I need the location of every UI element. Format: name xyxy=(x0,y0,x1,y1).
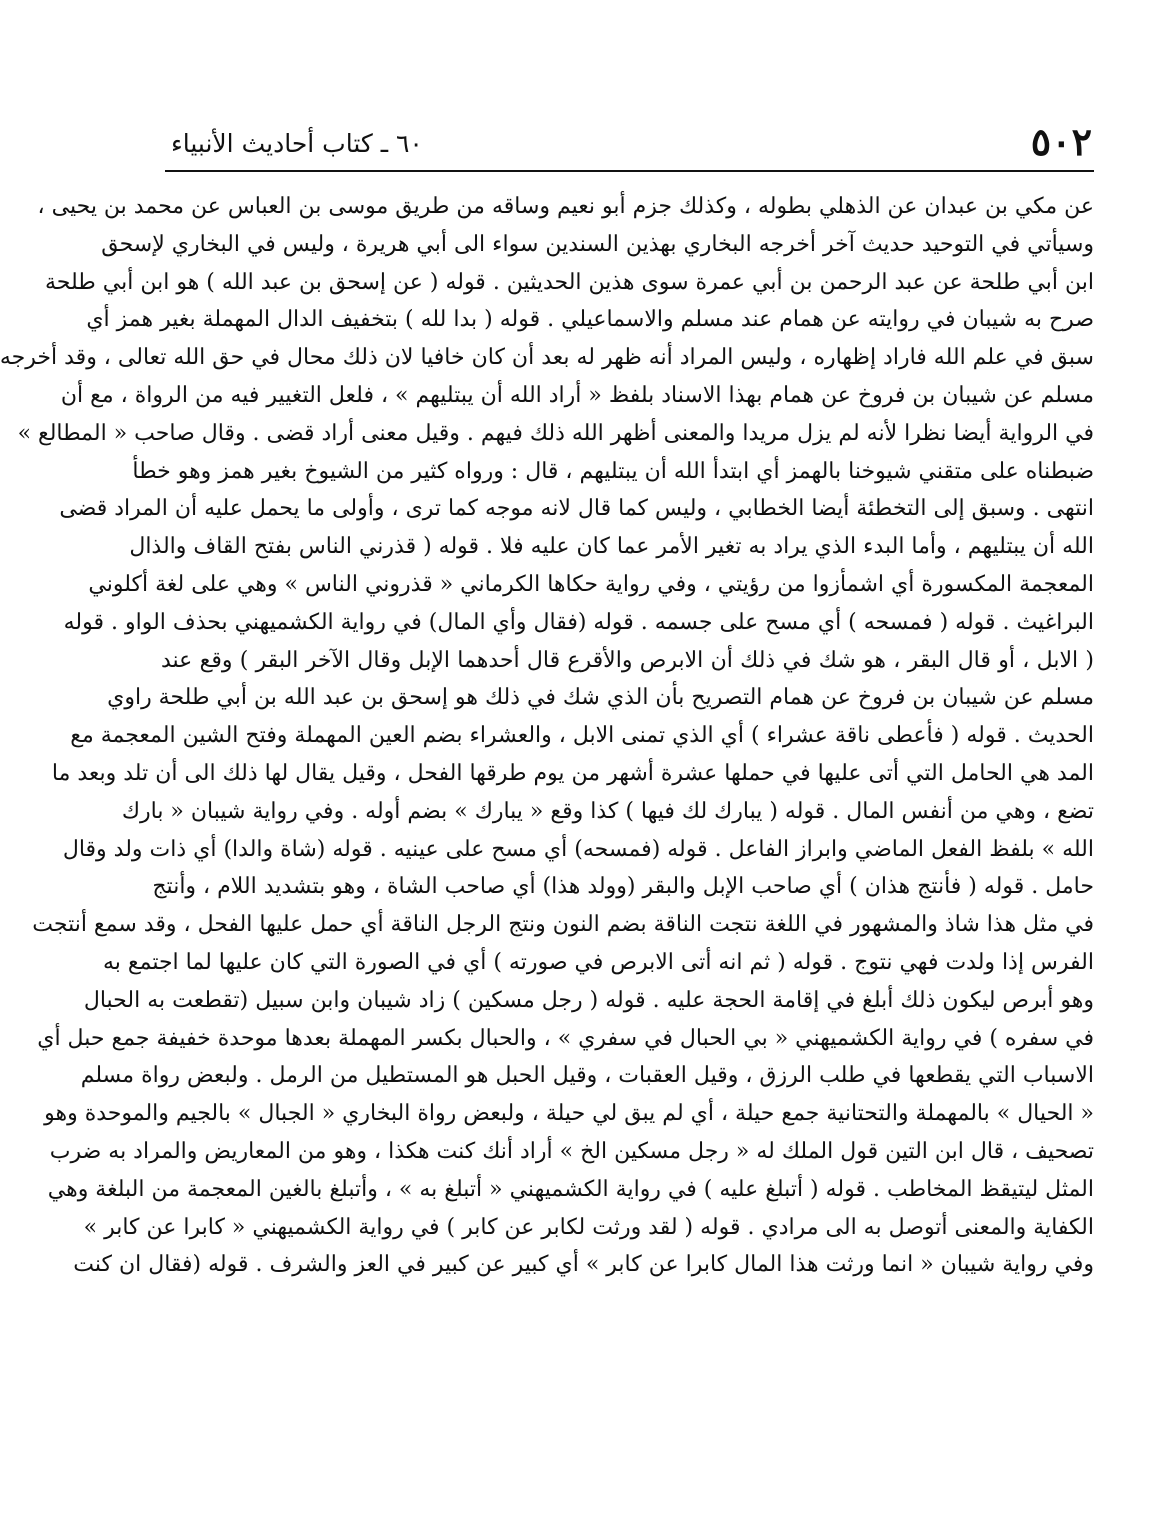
text-line: « الحيال » بالمهملة والتحتانية جمع حيلة ، أي لم يبق لي حيلة ، ولبعض رواة البخاري « الجبال » بالجيم والموحدة وهو xyxy=(44,1101,1094,1127)
text-line: الحديث . قوله ( فأعطى ناقة عشراء ) أي الذي تمنى الابل ، والعشراء بضم العين المهملة وفتح الشين المعجمة مع xyxy=(70,723,1094,749)
text-line: ضبطناه على متقني شيوخنا بالهمز أي ابتدأ الله أن يبتليهم ، قال : ورواه كثير من الشيوخ بغير همز وهو خطأ xyxy=(132,458,1094,484)
commentary-text xyxy=(0,188,1094,1284)
running-title: ٦٠ ـ كتاب أحاديث الأنبياء xyxy=(171,129,423,158)
text-line: المعجمة المكسورة أي اشمأزوا من رؤيتي ، وفي رواية حكاها الكرماني « قذروني الناس » وهي على لغة أكلوني xyxy=(88,571,1094,597)
text-line: مسلم عن شيبان بن فروخ عن همام التصريح بأن الذي شك في ذلك هو إسحق بن عبد الله بن أبي طلحة راوي xyxy=(107,685,1094,711)
text-line: المد هي الحامل التي أتى عليها في حملها عشرة أشهر من يوم طرقها الفحل ، وقيل يقال لها ذلك الى أن تلد وبعد ما xyxy=(51,760,1094,786)
header-divider xyxy=(165,170,1094,172)
text-line: ابن أبي طلحة عن عبد الرحمن بن أبي عمرة سوى هذين الحديثين . قوله ( عن إسحق بن عبد الله ) هو ابن أبي طلحة xyxy=(45,269,1094,295)
page-number: ٥٠٢ xyxy=(1030,119,1092,164)
text-line: البراغيث . قوله ( فمسحه ) أي مسح على جسمه . قوله (فقال وأي المال) في رواية الكشميهني بحذف الواو . قوله xyxy=(63,609,1094,635)
text-line: وسيأتي في التوحيد حديث آخر أخرجه البخاري بهذين السندين سواء الى أبي هريرة ، وليس في البخاري لإسحق xyxy=(101,231,1094,257)
text-line: في سفره ) في رواية الكشميهني « بي الحبال في سفري » ، والحبال بكسر المهملة بعدها موحدة خفيفة جمع حبل أي xyxy=(37,1025,1094,1051)
text-line: المثل ليتيقظ المخاطب . قوله ( أتبلغ عليه ) في رواية الكشميهني « أتبلغ به » ، وأتبلغ بالغين المعجمة من البلغة وهي xyxy=(47,1176,1094,1202)
text-line: انتهى . وسبق إلى التخطئة أيضا الخطابي ، وليس كما قال لانه موجه كما ترى ، وأولى ما يحمل عليه أن المراد قضى xyxy=(59,496,1094,522)
text-line: تضع ، وهي من أنفس المال . قوله ( يبارك لك فيها ) كذا وقع « يبارك » بضم أوله . وفي رواية شيبان « بارك xyxy=(121,798,1094,824)
text-line: الاسباب التي يقطعها في طلب الرزق ، وقيل العقبات ، وقيل الحبل هو المستطيل من الرمل . ولبعض رواة مسلم xyxy=(80,1063,1094,1089)
text-line: مسلم عن شيبان بن فروخ عن همام بهذا الاسناد بلفظ « أراد الله أن يبتليهم » ، فلعل التغيير فيه من الرواة ، مع أن xyxy=(60,382,1094,408)
text-line: سبق في علم الله فاراد إظهاره ، وليس المراد أنه ظهر له بعد أن كان خافيا لان ذلك محال في حق الله تعالى ، وقد أخرجه xyxy=(0,345,1094,371)
text-line: الكفاية والمعنى أتوصل به الى مرادي . قوله ( لقد ورثت لكابر عن كابر ) في رواية الكشميهني « كابرا عن كابر » xyxy=(83,1214,1094,1240)
text-line: عن مكي بن عبدان عن الذهلي بطوله ، وكذلك جزم أبو نعيم وساقه من طريق موسى بن العباس عن محمد بن يحيى ، xyxy=(37,194,1094,219)
text-line: في الرواية أيضا نظرا لأنه لم يزل مريدا والمعنى أظهر الله ذلك فيهم . وقيل معنى أراد قضى . وقال صاحب « المطالع » xyxy=(17,420,1094,446)
text-line: تصحيف ، قال ابن التين قول الملك له « رجل مسكين الخ » أراد أنك كنت هكذا ، وهو من المعاريض والمراد به ضرب xyxy=(49,1138,1094,1164)
text-line: الله » بلفظ الفعل الماضي وابراز الفاعل . قوله (فمسحه) أي مسح على عينيه . قوله (شاة والدا) أي ذات ولد وقال xyxy=(62,836,1094,862)
text-line: في مثل هذا شاذ والمشهور في اللغة نتجت الناقة بضم النون ونتج الرجل الناقة أي حمل عليها الفحل ، وقد سمع أنتجت xyxy=(32,912,1094,938)
text-line: الله أن يبتليهم ، وأما البدء الذي يراد به تغير الأمر عما كان عليه فلا . قوله ( قذرني الناس بفتح القاف والذال xyxy=(129,534,1094,560)
page-header xyxy=(165,108,1094,174)
text-line: وفي رواية شيبان « انما ورثت هذا المال كابرا عن كابر » أي كبير عن كبير في العز والشرف . قوله (فقال ان كنت xyxy=(73,1252,1094,1278)
text-line: وهو أبرص ليكون ذلك أبلغ في إقامة الحجة عليه . قوله ( رجل مسكين ) زاد شيبان وابن سبيل (تقطعت به الحبال xyxy=(83,987,1094,1013)
text-line: حامل . قوله ( فأنتج هذان ) أي صاحب الإبل والبقر (وولد هذا) أي صاحب الشاة ، وهو بتشديد اللام ، وأنتج xyxy=(152,874,1094,900)
text-line: ( الابل ، أو قال البقر ، هو شك في ذلك أن الابرص والأقرع قال أحدهما الإبل وقال الآخر البقر ) وقع عند xyxy=(161,647,1094,673)
text-line: صرح به شيبان في روايته عن همام عند مسلم والاسماعيلي . قوله ( بدا لله ) بتخفيف الدال المهملة بغير همز أي xyxy=(86,307,1094,333)
text-line: الفرس إذا ولدت فهي نتوج . قوله ( ثم انه أتى الابرص في صورته ) أي في الصورة التي كان عليها لما اجتمع به xyxy=(102,949,1094,975)
